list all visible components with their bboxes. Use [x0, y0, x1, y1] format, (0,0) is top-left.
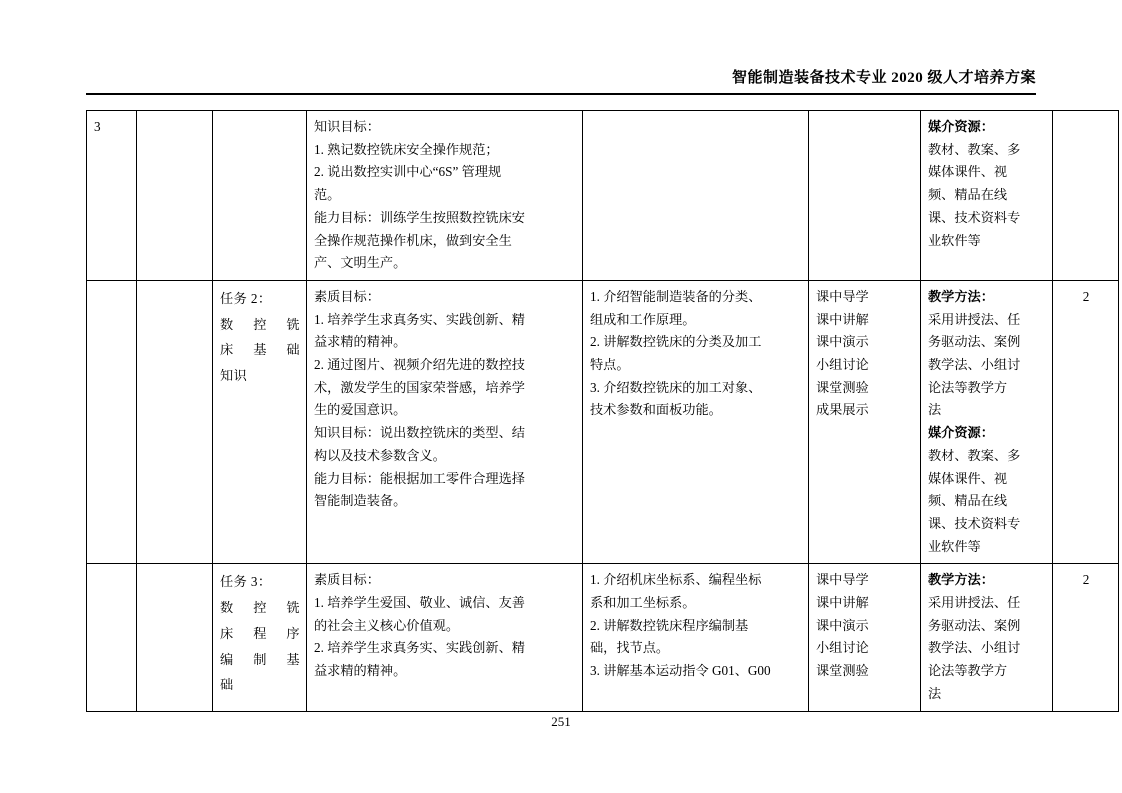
curriculum-table-wrapper [86, 110, 1090, 712]
header-divider [86, 93, 1036, 95]
cell-branch [137, 280, 213, 563]
cell-number: 3 [87, 111, 137, 281]
curriculum-table [86, 110, 1119, 712]
task-line: 床 程 序 [220, 625, 300, 641]
task-line: 编 制 基 [220, 651, 300, 667]
cell-methods [809, 111, 921, 281]
cell-task [213, 280, 307, 563]
task-line: 任务 2： [220, 290, 272, 306]
cell-objectives: 素质目标： 1. 培养学生爱国、敬业、诚信、友善 的社会主义核心价值观。 2. 培养学生求真务实、实践创新、精 益求精的精神。 [307, 564, 583, 711]
task-line: 床 基 础 [220, 342, 300, 358]
cell-number [87, 564, 137, 711]
cell-task [213, 111, 307, 281]
cell-content [583, 111, 809, 281]
cell-content: 1. 介绍智能制造装备的分类、 组成和工作原理。 2. 讲解数控铣床的分类及加工 特点。 3. 介绍数控铣床的加工对象、 技术参数和面板功能。 [583, 280, 809, 563]
table-row [87, 111, 1119, 281]
cell-resources: 教学方法： 采用讲授法、任 务驱动法、案例 教学法、小组讨 论法等教学方 法 媒介资源： 教材、教案、多 媒体课件、视 频、精品在线 课、技术资料专 业软件等 [921, 280, 1053, 563]
cell-hours: 2 [1053, 564, 1119, 711]
table-row [87, 280, 1119, 563]
cell-hours [1053, 111, 1119, 281]
task-line: 数 控 铣 [220, 316, 300, 332]
cell-branch [137, 564, 213, 711]
page-header-title: 智能制造装备技术专业 2020 级人才培养方案 [731, 70, 1036, 86]
cell-hours: 2 [1053, 280, 1119, 563]
cell-branch [137, 111, 213, 281]
task-line: 知识 [220, 368, 248, 384]
cell-objectives: 素质目标： 1. 培养学生求真务实、实践创新、精 益求精的精神。 2. 通过图片、视频介绍先进的数控技 术，激发学生的国家荣誉感，培养学 生的爱国意识。 知识目标：说出数控铣床的类型、结 构以及技术参数含义。 能力目标：能根据加工零件合理选择 智能制造装备。 [307, 280, 583, 563]
task-line: 任务 3： [220, 574, 272, 590]
cell-objectives: 知识目标： 1. 熟记数控铣床安全操作规范； 2. 说出数控实训中心“6S” 管理规 范。 能力目标：训练学生按照数控铣床安 全操作规范操作机床，做到安全生 产、文明生产。 [307, 111, 583, 281]
cell-task [213, 564, 307, 711]
page-number: 251 [551, 714, 571, 729]
task-line: 础 [220, 677, 234, 693]
cell-methods: 课中导学 课中讲解 课中演示 小组讨论 课堂测验 成果展示 [809, 280, 921, 563]
cell-resources: 媒介资源： 教材、教案、多 媒体课件、视 频、精品在线 课、技术资料专 业软件等 [921, 111, 1053, 281]
table-row [87, 564, 1119, 711]
cell-methods: 课中导学 课中讲解 课中演示 小组讨论 课堂测验 [809, 564, 921, 711]
cell-content: 1. 介绍机床坐标系、编程坐标 系和加工坐标系。 2. 讲解数控铣床程序编制基 础，找节点。 3. 讲解基本运动指令 G01、G00 [583, 564, 809, 711]
task-line: 数 控 铣 [220, 600, 300, 616]
cell-number [87, 280, 137, 563]
cell-resources: 教学方法： 采用讲授法、任 务驱动法、案例 教学法、小组讨 论法等教学方 法 [921, 564, 1053, 711]
